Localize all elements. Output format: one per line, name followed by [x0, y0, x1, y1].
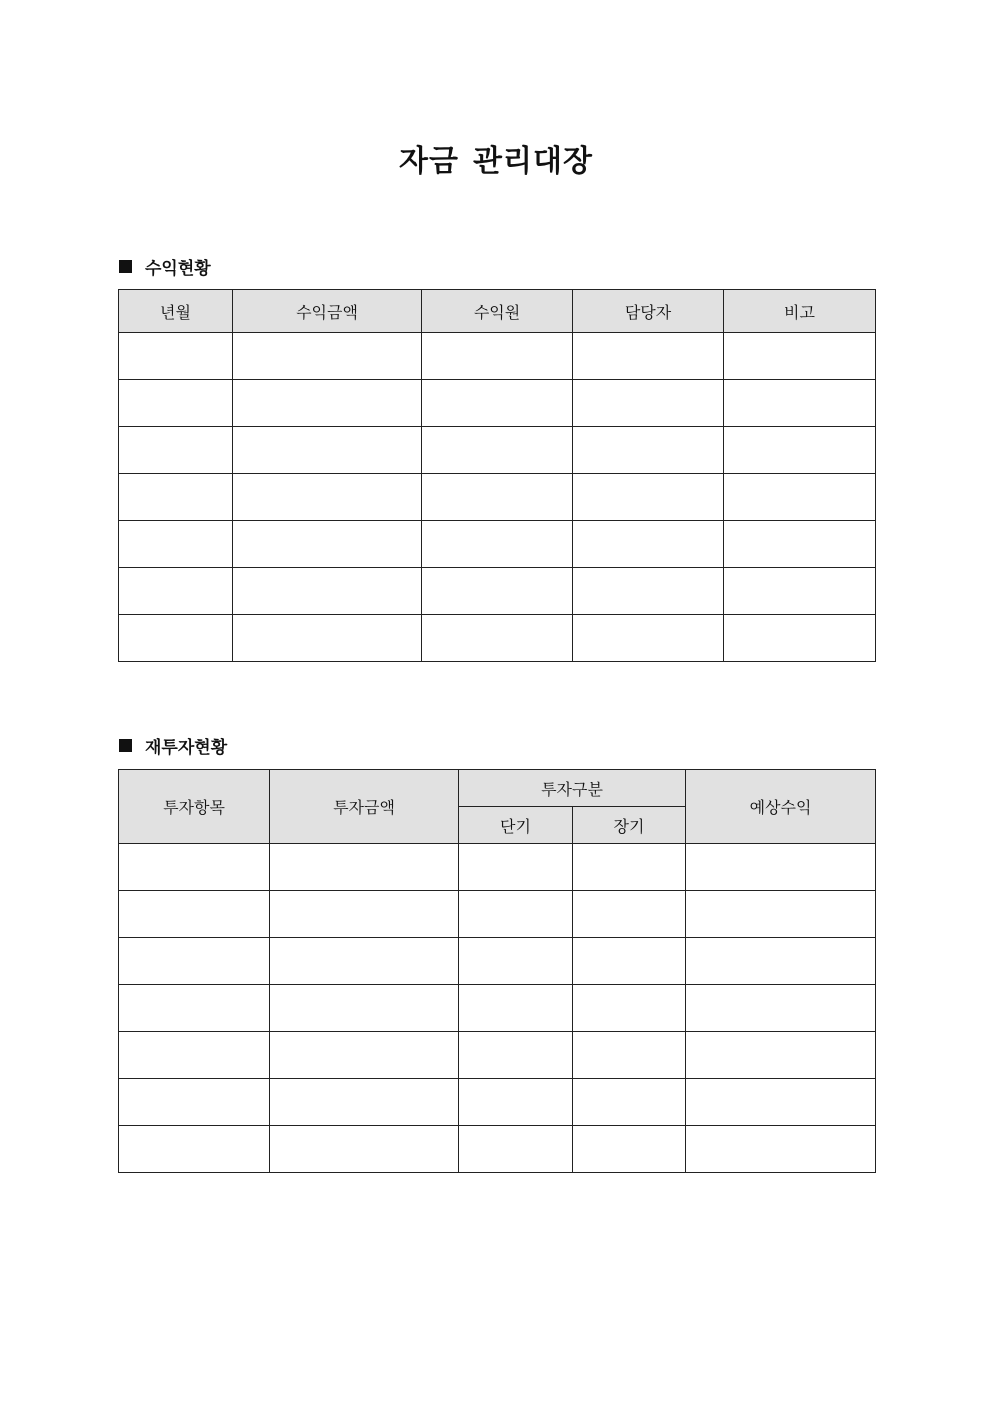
long-term-cell[interactable] [573, 844, 686, 891]
manager-cell[interactable] [573, 474, 724, 521]
year-month-cell[interactable] [119, 427, 233, 474]
income-table-row [119, 427, 876, 474]
long-term-cell[interactable] [573, 891, 686, 938]
reinvest-table-row [119, 985, 876, 1032]
invest-item-cell[interactable] [119, 938, 270, 985]
page-title [0, 136, 992, 180]
income-source-cell[interactable] [422, 427, 573, 474]
income-table-row [119, 521, 876, 568]
remarks-cell[interactable] [724, 521, 876, 568]
reinvest-table-row [119, 1032, 876, 1079]
manager-cell[interactable] [573, 380, 724, 427]
invest-amount-cell[interactable] [270, 938, 459, 985]
square-bullet-icon [119, 260, 132, 273]
remarks-cell[interactable] [724, 615, 876, 662]
income-amount-cell[interactable] [233, 568, 422, 615]
income-table-row [119, 333, 876, 380]
income-heading-text: 수익현황 [145, 259, 211, 279]
reinvest-table-row [119, 844, 876, 891]
year-month-cell[interactable] [119, 380, 233, 427]
reinvest-header-row [119, 770, 876, 807]
expected-income-cell[interactable] [686, 844, 876, 891]
manager-cell[interactable] [573, 333, 724, 380]
column-header-income-amount: 수익금액 [233, 290, 422, 333]
expected-income-cell[interactable] [686, 1126, 876, 1173]
expected-income-cell[interactable] [686, 985, 876, 1032]
column-header-invest-item: 투자항목 [119, 770, 270, 844]
reinvest-table [118, 769, 876, 1173]
column-header-short-term: 단기 [459, 807, 573, 844]
manager-cell[interactable] [573, 427, 724, 474]
income-section-heading [119, 254, 211, 279]
page-title-part1: 자금 [399, 144, 460, 179]
remarks-cell[interactable] [724, 427, 876, 474]
income-header-row [119, 290, 876, 333]
invest-item-cell[interactable] [119, 891, 270, 938]
income-amount-cell[interactable] [233, 333, 422, 380]
invest-item-cell[interactable] [119, 985, 270, 1032]
income-table-row [119, 615, 876, 662]
income-amount-cell[interactable] [233, 380, 422, 427]
income-source-cell[interactable] [422, 615, 573, 662]
invest-amount-cell[interactable] [270, 1126, 459, 1173]
expected-income-cell[interactable] [686, 891, 876, 938]
manager-cell[interactable] [573, 615, 724, 662]
income-table-row [119, 568, 876, 615]
reinvest-table-row [119, 1079, 876, 1126]
square-bullet-icon [119, 739, 132, 752]
reinvest-heading-text: 재투자현황 [145, 738, 228, 758]
expected-income-cell[interactable] [686, 1032, 876, 1079]
column-header-year-month: 년월 [119, 290, 233, 333]
manager-cell[interactable] [573, 521, 724, 568]
income-amount-cell[interactable] [233, 427, 422, 474]
year-month-cell[interactable] [119, 615, 233, 662]
invest-item-cell[interactable] [119, 1079, 270, 1126]
short-term-cell[interactable] [459, 844, 573, 891]
short-term-cell[interactable] [459, 891, 573, 938]
short-term-cell[interactable] [459, 938, 573, 985]
invest-item-cell[interactable] [119, 1126, 270, 1173]
reinvest-table-row [119, 891, 876, 938]
page-title-part2: 관리대장 [473, 144, 593, 179]
manager-cell[interactable] [573, 568, 724, 615]
long-term-cell[interactable] [573, 1126, 686, 1173]
invest-amount-cell[interactable] [270, 985, 459, 1032]
column-header-remarks: 비고 [724, 290, 876, 333]
year-month-cell[interactable] [119, 333, 233, 380]
long-term-cell[interactable] [573, 938, 686, 985]
column-header-invest-type: 투자구분 [459, 770, 686, 807]
long-term-cell[interactable] [573, 985, 686, 1032]
invest-amount-cell[interactable] [270, 1079, 459, 1126]
column-header-invest-amount: 투자금액 [270, 770, 459, 844]
year-month-cell[interactable] [119, 521, 233, 568]
income-table [118, 289, 876, 662]
short-term-cell[interactable] [459, 1126, 573, 1173]
income-source-cell[interactable] [422, 521, 573, 568]
reinvest-section-heading [119, 733, 227, 758]
income-amount-cell[interactable] [233, 615, 422, 662]
income-amount-cell[interactable] [233, 521, 422, 568]
income-source-cell[interactable] [422, 380, 573, 427]
short-term-cell[interactable] [459, 985, 573, 1032]
invest-item-cell[interactable] [119, 1032, 270, 1079]
income-amount-cell[interactable] [233, 474, 422, 521]
remarks-cell[interactable] [724, 568, 876, 615]
short-term-cell[interactable] [459, 1032, 573, 1079]
income-source-cell[interactable] [422, 568, 573, 615]
remarks-cell[interactable] [724, 380, 876, 427]
year-month-cell[interactable] [119, 568, 233, 615]
remarks-cell[interactable] [724, 474, 876, 521]
column-header-expected-income: 예상수익 [686, 770, 876, 844]
invest-amount-cell[interactable] [270, 1032, 459, 1079]
invest-item-cell[interactable] [119, 844, 270, 891]
year-month-cell[interactable] [119, 474, 233, 521]
column-header-long-term: 장기 [573, 807, 686, 844]
income-source-cell[interactable] [422, 474, 573, 521]
invest-amount-cell[interactable] [270, 844, 459, 891]
income-table-row [119, 380, 876, 427]
long-term-cell[interactable] [573, 1032, 686, 1079]
expected-income-cell[interactable] [686, 938, 876, 985]
remarks-cell[interactable] [724, 333, 876, 380]
long-term-cell[interactable] [573, 1079, 686, 1126]
reinvest-table-row [119, 938, 876, 985]
invest-amount-cell[interactable] [270, 891, 459, 938]
short-term-cell[interactable] [459, 1079, 573, 1126]
column-header-income-source: 수익원 [422, 290, 573, 333]
income-source-cell[interactable] [422, 333, 573, 380]
income-table-row [119, 474, 876, 521]
reinvest-table-row [119, 1126, 876, 1173]
expected-income-cell[interactable] [686, 1079, 876, 1126]
column-header-manager: 담당자 [573, 290, 724, 333]
